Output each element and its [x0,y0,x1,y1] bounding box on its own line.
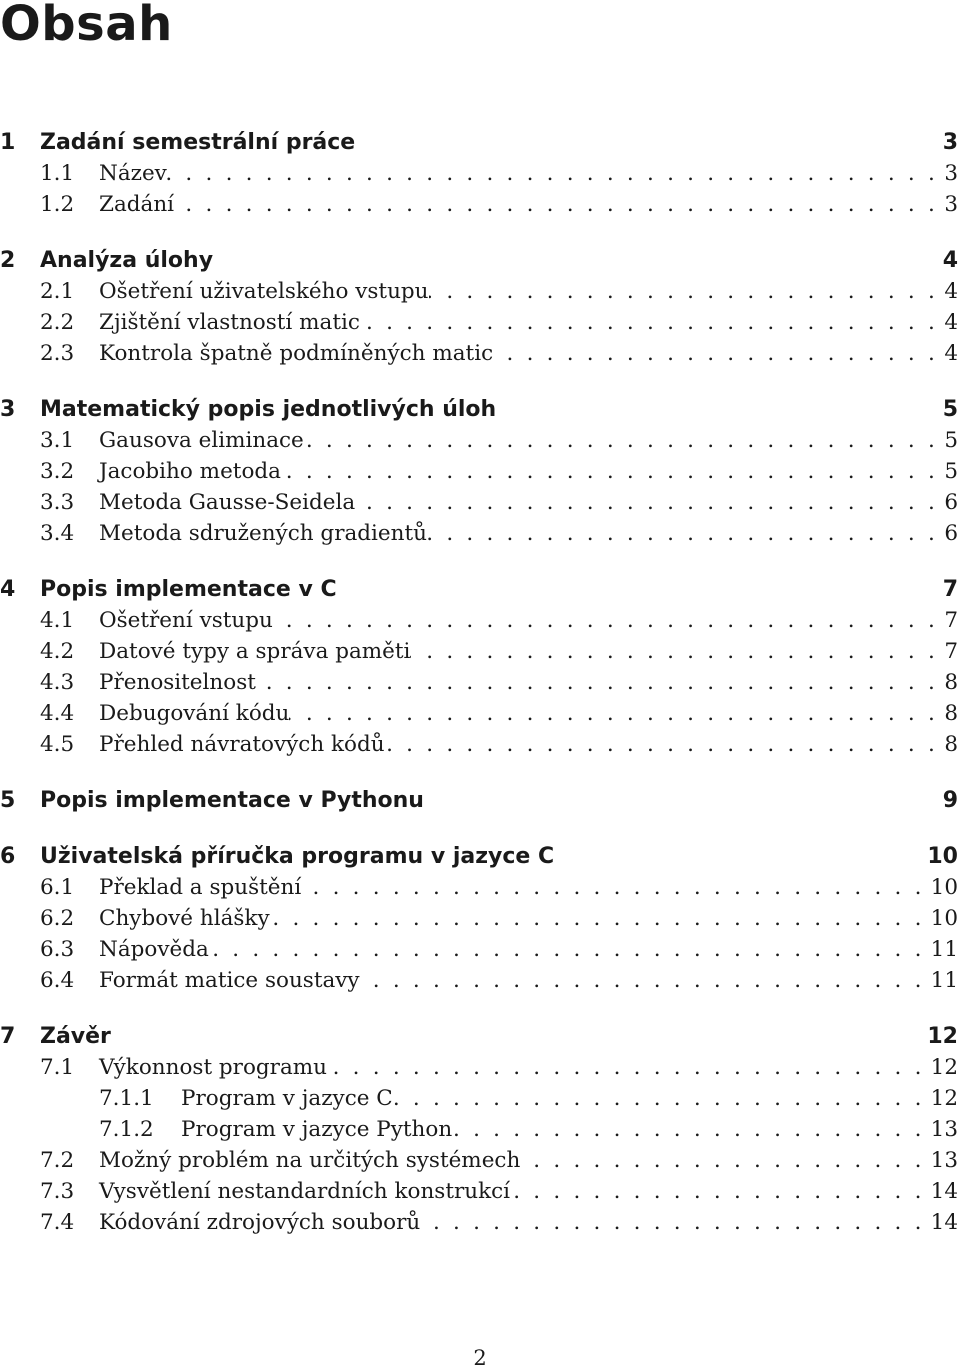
toc-entry-title: Ošetření vstupu [99,608,273,633]
toc-entry-title: Chybové hlášky [99,906,270,931]
toc-entry-number: 4.1 [40,608,75,633]
toc-entry-title: Kontrola špatně podmíněných matic [99,341,494,366]
toc-chapter-entry[interactable] [0,841,960,872]
toc-section-entry[interactable] [0,729,960,760]
toc-dot-leader [281,456,944,487]
toc-entry-title: Kódování zdrojových souborů [99,1210,421,1235]
toc-section-entry[interactable] [0,605,960,636]
toc-entry-number: 2.1 [40,279,75,304]
toc-chapter-entry[interactable] [0,127,960,158]
toc-chapter-entry[interactable] [0,785,960,816]
toc-entry-title: Program v jazyce C [181,1086,393,1111]
toc-entry-page: 8 [944,670,958,695]
toc-entry-title: Zadání semestrální práce [40,130,356,155]
toc-entry-title: Název [99,161,167,186]
toc-entry-number: 1.2 [40,192,75,217]
toc-section-entry[interactable] [0,934,960,965]
toc-dot-leader [273,605,944,636]
toc-section-entry[interactable] [0,667,960,698]
toc-dot-leader [429,276,944,307]
toc-entry-number: 7.1.2 [99,1117,154,1142]
toc-dot-leader [427,518,944,549]
toc-dot-leader [327,1052,931,1083]
toc-entry-title: Zjištění vlastností matic [99,310,360,335]
toc-dot-leader [209,934,931,965]
toc-entry-page: 12 [930,1086,958,1111]
toc-section-entry[interactable] [0,456,960,487]
toc-entry-number: 6.2 [40,906,75,931]
toc-chapter-entry[interactable] [0,574,960,605]
toc-entry-title: Debugování kódu [99,701,290,726]
toc-chapter-entry[interactable] [0,394,960,425]
toc-entry-page: 4 [944,279,958,304]
toc-section-entry[interactable] [0,636,960,667]
toc-dot-leader [360,965,931,996]
toc-entry-page: 12 [927,1024,958,1049]
toc-entry-page: 9 [942,788,958,813]
toc-dot-leader [256,667,944,698]
toc-section-entry[interactable] [0,158,960,189]
toc-section-entry[interactable] [0,338,960,369]
toc-entry-number: 3.1 [40,428,75,453]
toc-entry-title: Uživatelská příručka programu v jazyce C [40,844,555,869]
toc-entry-page: 7 [942,577,958,602]
toc-entry-title: Překlad a spuštění [99,875,302,900]
toc-entry-title: Datové typy a správa paměti [99,639,411,664]
toc-entry-number: 2.3 [40,341,75,366]
toc-entry-title: Gausova eliminace [99,428,304,453]
toc-entry-title: Metoda Gausse-Seidela [99,490,356,515]
toc-entry-page: 3 [944,161,958,186]
toc-entry-title: Program v jazyce Python [181,1117,453,1142]
toc-entry-page: 11 [930,968,958,993]
toc-entry-page: 6 [944,521,958,546]
toc-entry-title: Přenositelnost [99,670,256,695]
toc-dot-leader [355,487,944,518]
toc-section-entry[interactable] [0,1145,960,1176]
toc-section-entry[interactable] [0,872,960,903]
toc-entry-page: 12 [930,1055,958,1080]
toc-entry-page: 14 [930,1210,958,1235]
toc-entry-title: Přehled návratových kódů [99,732,385,757]
toc-entry-page: 6 [944,490,958,515]
toc-entry-title: Analýza úlohy [40,248,214,273]
toc-chapter-entry[interactable] [0,1021,960,1052]
toc-entry-number: 4.4 [40,701,75,726]
toc-entry-number: 2.2 [40,310,75,335]
toc-dot-leader [393,1083,931,1114]
toc-entry-page: 8 [944,732,958,757]
toc-entry-number: 4.3 [40,670,75,695]
toc-entry-title: Popis implementace v C [40,577,337,602]
toc-entry-number: 1 [0,130,16,155]
toc-section-entry[interactable] [0,276,960,307]
toc-entry-number: 6.4 [40,968,75,993]
toc-entry-page: 5 [942,397,958,422]
toc-dot-leader [493,338,944,369]
toc-entry-title: Metoda sdružených gradientů [99,521,427,546]
toc-dot-leader [420,1207,930,1238]
toc-entry-title: Možný problém na určitých systémech [99,1148,521,1173]
toc-entry-page: 7 [944,639,958,664]
toc-entry-title: Závěr [40,1024,111,1049]
toc-dot-leader [174,189,944,220]
toc-entry-number: 3 [0,397,16,422]
toc-entry-number: 4.2 [40,639,75,664]
toc-entry-number: 7.3 [40,1179,75,1204]
toc-section-entry[interactable] [0,698,960,729]
toc-entry-title: Nápověda [99,937,209,962]
toc-entry-number: 6 [0,844,16,869]
toc-section-entry[interactable] [0,903,960,934]
toc-entry-page: 10 [930,906,958,931]
page-title: Obsah [0,0,173,52]
toc-section-entry[interactable] [0,487,960,518]
toc-section-entry[interactable] [0,189,960,220]
toc-section-entry[interactable] [0,1176,960,1207]
toc-entry-title: Zadání [99,192,175,217]
toc-entry-page: 10 [930,875,958,900]
toc-section-entry[interactable] [0,425,960,456]
toc-dot-leader [520,1145,930,1176]
toc-dot-leader [410,636,944,667]
toc-entry-number: 4 [0,577,16,602]
toc-entry-number: 3.3 [40,490,75,515]
toc-entry-page: 5 [944,459,958,484]
toc-dot-leader [510,1176,931,1207]
toc-entry-number: 7.4 [40,1210,75,1235]
toc-section-entry[interactable] [0,518,960,549]
toc-entry-title: Vysvětlení nestandardních konstrukcí [99,1179,511,1204]
toc-entry-number: 4.5 [40,732,75,757]
toc-entry-page: 4 [944,310,958,335]
toc-entry-title: Výkonnost programu [99,1055,327,1080]
toc-dot-leader [289,698,944,729]
toc-entry-number: 3.2 [40,459,75,484]
toc-entry-number: 3.4 [40,521,75,546]
toc-entry-page: 3 [942,130,958,155]
toc-entry-page: 7 [944,608,958,633]
toc-section-entry[interactable] [0,965,960,996]
table-of-contents [0,127,960,1238]
toc-entry-title: Ošetření uživatelského vstupu [99,279,429,304]
toc-subsection-entry[interactable] [0,1083,960,1114]
toc-entry-title: Jacobiho metoda [99,459,281,484]
toc-entry-page: 13 [930,1148,958,1173]
toc-entry-number: 5 [0,788,16,813]
toc-dot-leader [270,903,931,934]
toc-entry-number: 6.3 [40,937,75,962]
toc-dot-leader [385,729,944,760]
toc-entry-page: 14 [930,1179,958,1204]
toc-entry-number: 1.1 [40,161,75,186]
toc-entry-title: Formát matice soustavy [99,968,360,993]
toc-entry-page: 8 [944,701,958,726]
toc-entry-title: Popis implementace v Pythonu [40,788,424,813]
toc-dot-leader [301,872,930,903]
toc-subsection-entry[interactable] [0,1114,960,1145]
toc-entry-number: 7.1 [40,1055,75,1080]
toc-entry-title: Matematický popis jednotlivých úloh [40,397,497,422]
toc-dot-leader [304,425,944,456]
toc-entry-page: 13 [930,1117,958,1142]
toc-entry-number: 2 [0,248,16,273]
toc-dot-leader [360,307,944,338]
toc-entry-number: 7 [0,1024,16,1049]
toc-entry-page: 3 [944,192,958,217]
toc-entry-page: 5 [944,428,958,453]
page-number: 2 [473,1346,487,1370]
toc-entry-number: 7.1.1 [99,1086,154,1111]
toc-entry-page: 10 [927,844,958,869]
toc-section-entry[interactable] [0,1052,960,1083]
toc-entry-number: 7.2 [40,1148,75,1173]
toc-entry-page: 4 [944,341,958,366]
toc-section-entry[interactable] [0,307,960,338]
toc-entry-page: 4 [942,248,958,273]
toc-chapter-entry[interactable] [0,245,960,276]
toc-dot-leader [167,158,944,189]
toc-entry-number: 6.1 [40,875,75,900]
toc-section-entry[interactable] [0,1207,960,1238]
toc-entry-page: 11 [930,937,958,962]
toc-dot-leader [452,1114,930,1145]
